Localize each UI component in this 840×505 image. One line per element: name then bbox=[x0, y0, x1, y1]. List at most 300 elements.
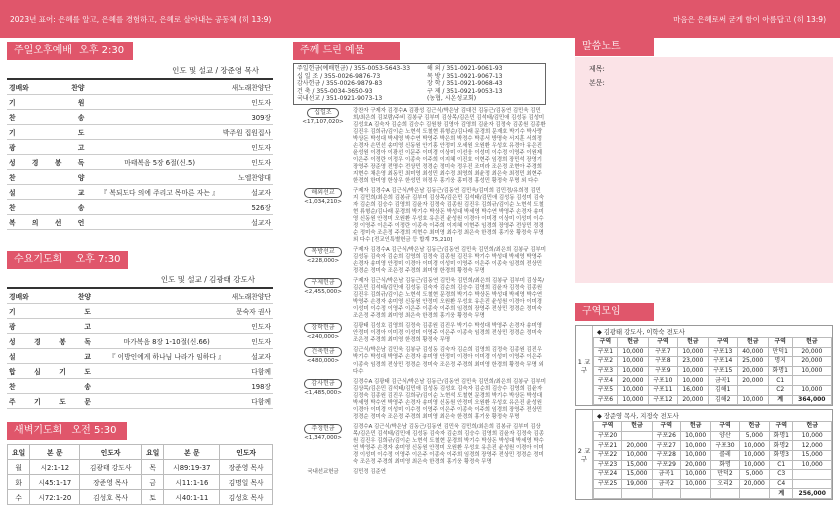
cell-value: 364,000 bbox=[792, 395, 831, 405]
offering-donors: 구제자 김경수A 김근식/박은남 김동근/김동연 김민욱/김미희 김민정/유희정 김민지 김민희/최은희 김봉규 김부미 김상목/김은민 김석태/김민애 김성동 김성미 김숙자 김순희 김승수 김영희 김윤자 김정숙 김종원 김진우 김희규/김이순 노현석 도철현 류형순/김나래 문경희 박기수 박상돈 박성대 박세영 박수연 박영주 손경자 송미영 신동원 안정미 오원환 우성호 유은진 윤성원 이경아 이미경 이상미 이성미 이수정 이영주 이은주 이정란 이종숙 이주희 이지혜 이현주 임경희 장영주 전상민 정경순 정미숙 조은정 주경희 지현수 최미영 최수정 최은숙 한경희 홍기웅 황정숙 무명 외 다수 [전교인특별헌금 등 합계 75,210] bbox=[353, 188, 544, 244]
order-detail bbox=[98, 95, 220, 110]
offering-label bbox=[293, 379, 353, 421]
account-line: 주일헌금(예배헌금) / 355-0053-5643-33 bbox=[297, 65, 411, 72]
cell-value: 20,000 bbox=[739, 479, 769, 489]
cell-value: 10,000 bbox=[677, 347, 708, 357]
offering-amount: <2,455,000> bbox=[304, 289, 342, 296]
cell-value: 5,000 bbox=[739, 470, 769, 480]
cell-value: 김해2 bbox=[708, 395, 737, 405]
cell-header: 헌금 bbox=[617, 338, 648, 348]
cell-value: 금곡2 bbox=[652, 479, 680, 489]
dawn-header-cell: 본 문 bbox=[164, 445, 220, 460]
offering-type-pill: 장학헌금 bbox=[304, 323, 341, 333]
cell-value: 10,000 bbox=[793, 431, 832, 441]
dawn-cell: 김명일 목사 bbox=[220, 475, 273, 490]
cell-value: 10,000 bbox=[680, 450, 710, 460]
dawn-header-row bbox=[8, 445, 273, 460]
order-leader: 인도자 bbox=[221, 155, 273, 170]
cell-value: 구포26 bbox=[652, 431, 680, 441]
order-detail bbox=[98, 125, 220, 140]
order-detail bbox=[105, 379, 228, 394]
offering-label bbox=[293, 108, 353, 185]
cell-group-district: 2 교 구 bbox=[576, 410, 593, 499]
cell-value: 10,000 bbox=[617, 395, 648, 405]
offering-amount: <1,347,000> bbox=[304, 434, 342, 441]
offering-row bbox=[293, 188, 546, 244]
order-role: 주 기 도 문 bbox=[7, 394, 105, 409]
cell-value: 16,000 bbox=[677, 385, 708, 395]
order-leader: 인도자 bbox=[221, 140, 273, 155]
offering-row bbox=[293, 247, 546, 275]
sunday-service-title: 주일오후예배 bbox=[14, 45, 72, 56]
cell-header: 헌금 bbox=[793, 422, 832, 432]
cell-value: 10,000 bbox=[739, 441, 769, 451]
sunday-pastor: 인도 및 설교 / 장준영 목사 bbox=[172, 66, 259, 75]
cell-value: 25,000 bbox=[737, 357, 768, 367]
offering-type-pill: 목방선교 bbox=[304, 247, 341, 257]
cell-value: 10,000 bbox=[617, 357, 648, 367]
order-row bbox=[7, 155, 273, 170]
cell-value: 만덕1 bbox=[768, 347, 792, 357]
order-detail: 『 이방인에게 하나님 나라가 임하다 』 bbox=[105, 349, 228, 364]
cell-value bbox=[711, 489, 739, 499]
cell-value: 40,000 bbox=[737, 347, 768, 357]
cell-value bbox=[594, 489, 622, 499]
order-row bbox=[7, 185, 273, 200]
cell-value bbox=[793, 479, 832, 489]
account-line: (농협, 시온성교회) bbox=[427, 95, 477, 103]
offering-label bbox=[293, 188, 353, 244]
order-detail bbox=[105, 364, 228, 379]
dawn-cell: 김성호 목사 bbox=[220, 490, 273, 505]
offering-amount: <1,034,210> bbox=[304, 199, 342, 206]
cell-offering-table bbox=[593, 421, 832, 499]
cell-row bbox=[594, 376, 832, 386]
dawn-row bbox=[8, 490, 273, 505]
order-row bbox=[7, 304, 273, 319]
account-line: 해 외 / 351-0921-9061-93 bbox=[427, 65, 503, 72]
order-role: 합 심 기 도 bbox=[7, 364, 105, 379]
offering-row bbox=[293, 347, 546, 375]
left-column bbox=[7, 42, 273, 505]
order-role: 설 교 bbox=[7, 185, 98, 200]
cell-row bbox=[594, 366, 832, 376]
cell-value: 구포13 bbox=[708, 347, 737, 357]
offering-header bbox=[293, 42, 400, 60]
dawn-row bbox=[8, 475, 273, 490]
cell-value: 구포27 bbox=[652, 441, 680, 451]
cell-value: 금곡1 bbox=[708, 376, 737, 386]
offering-label bbox=[293, 323, 353, 344]
cell-value: 구포25 bbox=[594, 479, 622, 489]
order-detail bbox=[105, 304, 228, 319]
cell-value bbox=[622, 431, 652, 441]
order-leader: 설교자 bbox=[228, 349, 273, 364]
offering-amount: <240,000> bbox=[306, 334, 340, 341]
dawn-header-cell: 요일 bbox=[142, 445, 164, 460]
cell-value: 20,000 bbox=[737, 366, 768, 376]
order-row bbox=[7, 288, 273, 304]
cell-group bbox=[575, 409, 833, 500]
cell-value: 5,000 bbox=[739, 431, 769, 441]
cell-value: 구포12 bbox=[648, 395, 677, 405]
order-role: 성 경 봉 독 bbox=[7, 334, 105, 349]
order-row bbox=[7, 79, 273, 95]
sunday-service-time: 오후 2:30 bbox=[79, 45, 125, 56]
cell-value: C1 bbox=[770, 460, 793, 470]
dawn-cell: 금 bbox=[142, 475, 164, 490]
banner-verse: 마음은 은혜로써 굳게 함이 아름답고 (히 13:9) bbox=[673, 15, 826, 24]
cell-group-leaders: ◆ 장준영 목사, 지정숙 전도사 bbox=[597, 413, 679, 421]
order-role: 기 원 bbox=[7, 95, 98, 110]
top-banner bbox=[0, 0, 840, 38]
dawn-cell: 시2:1-12 bbox=[30, 460, 80, 475]
order-role: 광 고 bbox=[7, 319, 105, 334]
order-role: 경배와 찬양 bbox=[7, 79, 98, 95]
cell-value: 구포3 bbox=[594, 366, 618, 376]
cell-value: 구포14 bbox=[708, 357, 737, 367]
offering-amount: <228,000> bbox=[306, 258, 340, 265]
cell-value: 15,000 bbox=[793, 450, 832, 460]
order-role: 찬 송 bbox=[7, 110, 98, 125]
cell-group-header bbox=[575, 303, 654, 321]
order-detail bbox=[105, 394, 228, 409]
cell-header: 구역 bbox=[711, 422, 739, 432]
cell-value: 10,000 bbox=[739, 450, 769, 460]
order-detail bbox=[98, 110, 220, 125]
cell-value: C1 bbox=[768, 376, 792, 386]
cell-value: 계 bbox=[770, 489, 793, 499]
offering-label bbox=[293, 278, 353, 320]
dawn-header-cell: 인도자 bbox=[80, 445, 142, 460]
order-role: 경배와 찬양 bbox=[7, 288, 105, 304]
offering-type-pill: 건축헌금 bbox=[304, 347, 341, 357]
cell-group-district: 1 교 구 bbox=[576, 326, 593, 405]
cell-value: 오리2 bbox=[711, 479, 739, 489]
order-leader: 설교자 bbox=[221, 185, 273, 200]
cell-header: 구역 bbox=[594, 338, 618, 348]
cell-row bbox=[594, 385, 832, 395]
order-row bbox=[7, 125, 273, 140]
dawn-cell: 월 bbox=[8, 460, 30, 475]
cell-value: 구포5 bbox=[594, 385, 618, 395]
cell-header: 헌금 bbox=[737, 338, 768, 348]
dawn-header-cell: 본 문 bbox=[30, 445, 80, 460]
order-leader: 526장 bbox=[221, 200, 273, 215]
order-role: 설 교 bbox=[7, 349, 105, 364]
note-header bbox=[575, 38, 654, 56]
cell-value: 10,000 bbox=[792, 385, 831, 395]
offering-amount: <480,000> bbox=[306, 358, 340, 365]
account-line: 목 방 / 351-0921-9067-13 bbox=[427, 72, 503, 80]
account-line: 장 학 / 351-0921-9068-43 bbox=[427, 80, 503, 88]
sunday-order-table bbox=[7, 78, 273, 230]
cell-group-title: 구역모임 bbox=[582, 306, 621, 317]
cell-header: 헌금 bbox=[622, 422, 652, 432]
cell-value: 계 bbox=[768, 395, 792, 405]
offering-section bbox=[293, 63, 546, 496]
dawn-cell: 화 bbox=[8, 475, 30, 490]
offering-donors: 김근식/박은남 김민욱 김봉규 김성동 김숙자 김순희 김영희 김정숙 김종원 김진우 박기수 박성대 박영주 손경자 송미영 안정미 이경아 이미경 이성미 이영주 이은주 이종숙 임경희 전상민 정경순 정미숙 조은정 주경희 최미영 한경희 황정숙 무명 외 다수 bbox=[353, 347, 544, 375]
dawn-cell: 시72:1-20 bbox=[30, 490, 80, 505]
cell-row bbox=[594, 479, 832, 489]
cell-header: 헌금 bbox=[792, 338, 831, 348]
cell-header-row bbox=[594, 338, 832, 348]
cell-value: 10,000 bbox=[680, 431, 710, 441]
dawn-cell: 장준영 목사 bbox=[220, 460, 273, 475]
dawn-cell: 수 bbox=[8, 490, 30, 505]
cell-row bbox=[594, 470, 832, 480]
cell-value: 10,000 bbox=[680, 441, 710, 451]
domestic-mission-text: 김민정 김준연 bbox=[353, 468, 386, 475]
cell-value: C3 bbox=[770, 470, 793, 480]
cell-value: 구포8 bbox=[648, 357, 677, 367]
dawn-prayer-time: 오전 5:30 bbox=[71, 425, 117, 436]
order-detail bbox=[98, 170, 220, 185]
offering-row bbox=[293, 108, 546, 185]
wednesday-service-time: 오후 7:30 bbox=[75, 254, 121, 265]
order-role: 복 의 선 언 bbox=[7, 215, 98, 230]
cell-value: 256,000 bbox=[793, 489, 832, 499]
offering-row bbox=[293, 379, 546, 421]
sermon-note-area[interactable] bbox=[575, 57, 833, 283]
order-detail bbox=[98, 79, 220, 95]
order-detail bbox=[98, 140, 220, 155]
cell-value: 구포2 bbox=[594, 357, 618, 367]
order-leader: 198장 bbox=[228, 379, 273, 394]
cell-group-section bbox=[575, 322, 833, 500]
cell-value: 10,000 bbox=[622, 450, 652, 460]
cell-value: 구포28 bbox=[652, 450, 680, 460]
cell-row bbox=[594, 489, 832, 499]
cell-header: 구역 bbox=[594, 422, 622, 432]
cell-value bbox=[739, 489, 769, 499]
offering-type-pill: 십일조 bbox=[307, 108, 338, 118]
offering-label bbox=[293, 247, 353, 275]
cell-value: 구포21 bbox=[594, 441, 622, 451]
cell-row bbox=[594, 441, 832, 451]
cell-value: 12,000 bbox=[793, 441, 832, 451]
cell-value: 만덕2 bbox=[711, 470, 739, 480]
cell-value: 20,000 bbox=[792, 347, 831, 357]
order-row bbox=[7, 349, 273, 364]
order-row bbox=[7, 170, 273, 185]
cell-value bbox=[622, 489, 652, 499]
domestic-mission-label: 국내선교헌금 bbox=[307, 468, 339, 475]
cell-value: 구포11 bbox=[648, 385, 677, 395]
cell-value: 화명2 bbox=[770, 441, 793, 451]
dawn-cell: 김성호 목사 bbox=[80, 490, 142, 505]
order-role: 찬 송 bbox=[7, 200, 98, 215]
cell-value: 20,000 bbox=[680, 460, 710, 470]
cell-value: 구포4 bbox=[594, 376, 618, 386]
order-leader: 309장 bbox=[221, 110, 273, 125]
order-detail: 『 복되도다 의에 주리고 목마른 자는 』 bbox=[98, 185, 220, 200]
cell-value: 23,000 bbox=[677, 357, 708, 367]
note-subject-label: 제목: bbox=[589, 65, 605, 73]
account-line: 건 축 / 355-0034-3650-93 bbox=[297, 87, 373, 95]
cell-value: 양산 bbox=[711, 431, 739, 441]
cell-header: 구역 bbox=[652, 422, 680, 432]
cell-group-main bbox=[593, 410, 832, 499]
order-role: 성 경 봉 독 bbox=[7, 155, 98, 170]
cell-value: 화명1 bbox=[770, 431, 793, 441]
cell-row bbox=[594, 395, 832, 405]
offering-donors: 강찬자 구제자 김경수A 김광성 김근식/박은남 김대건 김동근/김동연 김민욱 김민희/최은희 김보람/주비 김봉규 김부미 김상목/김은민 김석태/김민애 김성동 김성미 김성호A 김숙자 김순희 김승수 김원창 김영아 김영희 김윤자 김정숙 김종원 김종환 김진우 김희규/김이순 노현석 도철현 류형순/김나래 문경희 문재호 박기수 박사랑 박상돈 박성대 박세영 박수연 박영주 박은희 박정수 박종서 방명숙 서지훈 서희정 손경자 손민선 송미영 신동원 안기홍 안정미 오세원 오원환 우성호 유경아 유은진 윤성원 이경아 이광선 이문주 이미경 이상미 이선웅 이성미 이수정 이영주 이원제 이은주 이정란 이정우 이종숙 이주희 이지혜 이진호 이현주 임경희 장민석 장영기 장영주 장준영 전명수 전상민 정경순 정미숙 정우진 조미라 조은정 조현아 주경희 지현수 채은영 최동민 최미영 최성민 최수정 최영희 최윤정 최은숙 최정민 최현주 한경희 한미영 한상우 한성민 허정우 홍기웅 홍미경 홍성민 황정숙 무명 외 다수 bbox=[353, 107, 546, 185]
order-leader: 인도자 bbox=[228, 319, 273, 334]
order-row bbox=[7, 110, 273, 125]
offering-type-pill: 해외선교 bbox=[304, 188, 341, 198]
offering-donors: 김경수A 김광태 김근식/박은남 김동근/김동연 김민욱 김민희/최은희 김봉규 김부미 김상목/김은민 김석태/김민애 김성동 김성호 김숙자 김순희 김승수 김영희 김윤자 김정숙 김종원 김진우 김희규/김이순 노현석 도철현 문경희 박기수 박상돈 박성대 박세영 박수연 박영주 손경자 송미영 신동원 안정미 오원환 우성호 유은진 윤성원 이경아 이미경 이성미 이수정 이영주 이은주 이종숙 이주희 임경희 장영주 전상민 정경순 정미숙 조은정 주경희 최미영 최은숙 한경희 홍기웅 황정숙 무명 bbox=[353, 378, 546, 420]
wednesday-service-header bbox=[7, 251, 128, 269]
cell-group bbox=[575, 325, 833, 406]
offering-type-pill: 구제헌금 bbox=[304, 278, 341, 288]
cell-value bbox=[652, 489, 680, 499]
cell-value: 10,000 bbox=[617, 385, 648, 395]
order-leader: 문숙자 권사 bbox=[228, 304, 273, 319]
cell-row bbox=[594, 357, 832, 367]
account-line: 구 제 / 351-0921-9053-13 bbox=[427, 87, 503, 95]
cell-value: 화명3 bbox=[770, 450, 793, 460]
wednesday-service-title: 수요기도회 bbox=[14, 254, 63, 265]
cell-value: 10,000 bbox=[792, 366, 831, 376]
cell-value: 15,000 bbox=[622, 460, 652, 470]
cell-value: 구포10 bbox=[648, 376, 677, 386]
offering-row bbox=[293, 424, 546, 466]
accounts-right bbox=[427, 65, 542, 103]
cell-value: 화명1 bbox=[768, 366, 792, 376]
cell-value: 콜레 bbox=[711, 450, 739, 460]
cell-value: 구포15 bbox=[708, 366, 737, 376]
cell-value: C4 bbox=[770, 479, 793, 489]
year-motto: 2023년 표어: 은혜를 알고, 은혜를 경험하고, 은혜로 살아내는 공동체 (히 13:9) bbox=[10, 15, 272, 24]
order-row bbox=[7, 200, 273, 215]
cell-value: 금곡1 bbox=[652, 470, 680, 480]
domestic-mission-row bbox=[293, 469, 546, 476]
cell-value: 20,000 bbox=[792, 357, 831, 367]
cell-header: 헌금 bbox=[677, 338, 708, 348]
order-role: 광 고 bbox=[7, 140, 98, 155]
cell-value: 10,000 bbox=[617, 366, 648, 376]
dawn-row bbox=[8, 460, 273, 475]
cell-value: 20,000 bbox=[617, 376, 648, 386]
order-row bbox=[7, 379, 273, 394]
cell-value: 화명 bbox=[711, 460, 739, 470]
cell-value bbox=[737, 385, 768, 395]
dawn-prayer-title: 새벽기도회 bbox=[14, 425, 63, 436]
offering-amount: <17,107,020> bbox=[302, 118, 344, 125]
cell-value: 10,000 bbox=[677, 366, 708, 376]
cell-header-row bbox=[594, 422, 832, 432]
cell-value: 김해1 bbox=[708, 385, 737, 395]
cell-value: 구포20 bbox=[594, 431, 622, 441]
cell-value: 구포29 bbox=[652, 460, 680, 470]
cell-value bbox=[793, 470, 832, 480]
order-role: 찬 송 bbox=[7, 379, 105, 394]
dawn-cell: 시40:1-11 bbox=[164, 490, 220, 505]
order-leader: 새노래찬양단 bbox=[228, 288, 273, 304]
order-leader: 다함께 bbox=[228, 394, 273, 409]
offering-label bbox=[293, 424, 353, 466]
cell-value: 10,000 bbox=[793, 460, 832, 470]
cell-group-leaders: ◆ 김광태 강도사, 이학숙 전도사 bbox=[597, 329, 685, 336]
dawn-header-cell: 인도자 bbox=[220, 445, 273, 460]
cell-row bbox=[594, 431, 832, 441]
cell-value: 구포30 bbox=[711, 441, 739, 451]
dawn-cell: 시89:19-37 bbox=[164, 460, 220, 475]
order-leader: 새노래찬양단 bbox=[221, 79, 273, 95]
order-detail bbox=[105, 319, 228, 334]
cell-header: 구역 bbox=[708, 338, 737, 348]
cell-value: 20,000 bbox=[677, 395, 708, 405]
order-leader: 노엘찬양대 bbox=[221, 170, 273, 185]
dawn-cell: 김광태 강도사 bbox=[80, 460, 142, 475]
order-leader: 인도자 bbox=[221, 95, 273, 110]
order-leader: 다함께 bbox=[228, 364, 273, 379]
order-row bbox=[7, 140, 273, 155]
cell-group-main bbox=[593, 326, 832, 405]
offering-label bbox=[293, 347, 353, 375]
dawn-prayer-header bbox=[7, 422, 127, 440]
offering-title: 주께 드린 예물 bbox=[300, 45, 365, 56]
order-role: 찬 양 bbox=[7, 170, 98, 185]
order-row bbox=[7, 394, 273, 409]
order-row bbox=[7, 215, 273, 230]
cell-row bbox=[594, 460, 832, 470]
cell-header: 헌금 bbox=[739, 422, 769, 432]
cell-row bbox=[594, 347, 832, 357]
cell-value: 10,000 bbox=[739, 460, 769, 470]
dawn-cell: 장준영 목사 bbox=[80, 475, 142, 490]
cell-value: 10,000 bbox=[680, 479, 710, 489]
order-row bbox=[7, 334, 273, 349]
order-role: 기 도 bbox=[7, 304, 105, 319]
note-title: 말씀노트 bbox=[582, 41, 621, 52]
offering-row bbox=[293, 323, 546, 344]
cell-value: 명지 bbox=[768, 357, 792, 367]
cell-header: 구역 bbox=[770, 422, 793, 432]
offering-donors: 구제자 김경수A 김근식/박은남 김동근/김동연 김민욱 김민희/최은희 김봉규 김부미 김성동 김숙자 김순희 김영희 김정숙 김종원 김진우 박기수 박성대 박세영 박영주 손경자 송미영 안정미 이경아 이미경 이성미 이영주 이은주 이종숙 임경희 전상민 정경순 정미숙 조은정 주경희 최미영 한경희 황정숙 무명 bbox=[353, 247, 546, 275]
cell-value: 20,000 bbox=[622, 441, 652, 451]
cell-value: 10,000 bbox=[737, 395, 768, 405]
cell-value: 구포24 bbox=[594, 470, 622, 480]
cell-header: 구역 bbox=[648, 338, 677, 348]
offering-type-pill: 감사헌금 bbox=[304, 379, 341, 389]
offering-row bbox=[293, 278, 546, 320]
cell-value: 10,000 bbox=[617, 347, 648, 357]
order-role: 기 도 bbox=[7, 125, 98, 140]
account-line: 국내선교 / 351-0921-9073-13 bbox=[297, 95, 383, 103]
dawn-header-cell: 요일 bbox=[8, 445, 30, 460]
order-row bbox=[7, 364, 273, 379]
cell-value: 20,000 bbox=[737, 376, 768, 386]
account-line: 감사헌금 / 355-0026-9879-83 bbox=[297, 80, 383, 88]
dawn-cell: 시11:1-16 bbox=[164, 475, 220, 490]
order-leader: 인도자 bbox=[228, 334, 273, 349]
dawn-cell: 목 bbox=[142, 460, 164, 475]
cell-row bbox=[594, 450, 832, 460]
cell-value: 10,000 bbox=[677, 376, 708, 386]
cell-value: 구포7 bbox=[648, 347, 677, 357]
offering-donors: 김경수A 김근식/박은남 김동근/김동연 김민욱 김민희/최은희 김봉규 김부미 김상목/김은민 김석태/김민애 김성동 김숙자 김순희 김승수 김영희 김윤자 김정숙 김종원 김진우 김희규/김이순 노현석 도철현 문경희 박기수 박상돈 박성대 박세영 박수연 박영주 손경자 송미영 신동원 안정미 오원환 우성호 유은진 윤성원 이경아 이미경 이성미 이수정 이영주 이은주 이종숙 이주희 임경희 장영주 전상민 정경순 정미숙 조은정 주경희 최미영 최은숙 한경희 홍기웅 황정숙 무명 bbox=[353, 423, 544, 465]
accounts-left bbox=[297, 65, 427, 103]
cell-value bbox=[680, 489, 710, 499]
order-detail bbox=[98, 200, 220, 215]
cell-value: 구포9 bbox=[648, 366, 677, 376]
note-scripture-label: 본문: bbox=[589, 79, 605, 87]
dawn-cell: 토 bbox=[142, 490, 164, 505]
offering-donors: 구제자 김근식/박은남 김동근/김동연 김민욱 김민희/최은희 김봉규 김부미 김상목/김은민 김석태/김민애 김성동 김숙자 김순희 김승수 김영희 김윤자 김정숙 김종원 김진우 김희규/김이순 노현석 도철현 문경희 박기수 박상돈 박성대 박세영 박수연 박영주 손경자 송미영 신동원 안정미 오원환 우성호 유은진 윤성원 이경아 이미경 이성미 이수정 이영주 이은주 이종숙 이주희 임경희 장영주 전상민 정경순 정미숙 조은정 주경희 최미영 최은숙 한경희 홍기웅 황정숙 무명 bbox=[353, 278, 545, 320]
